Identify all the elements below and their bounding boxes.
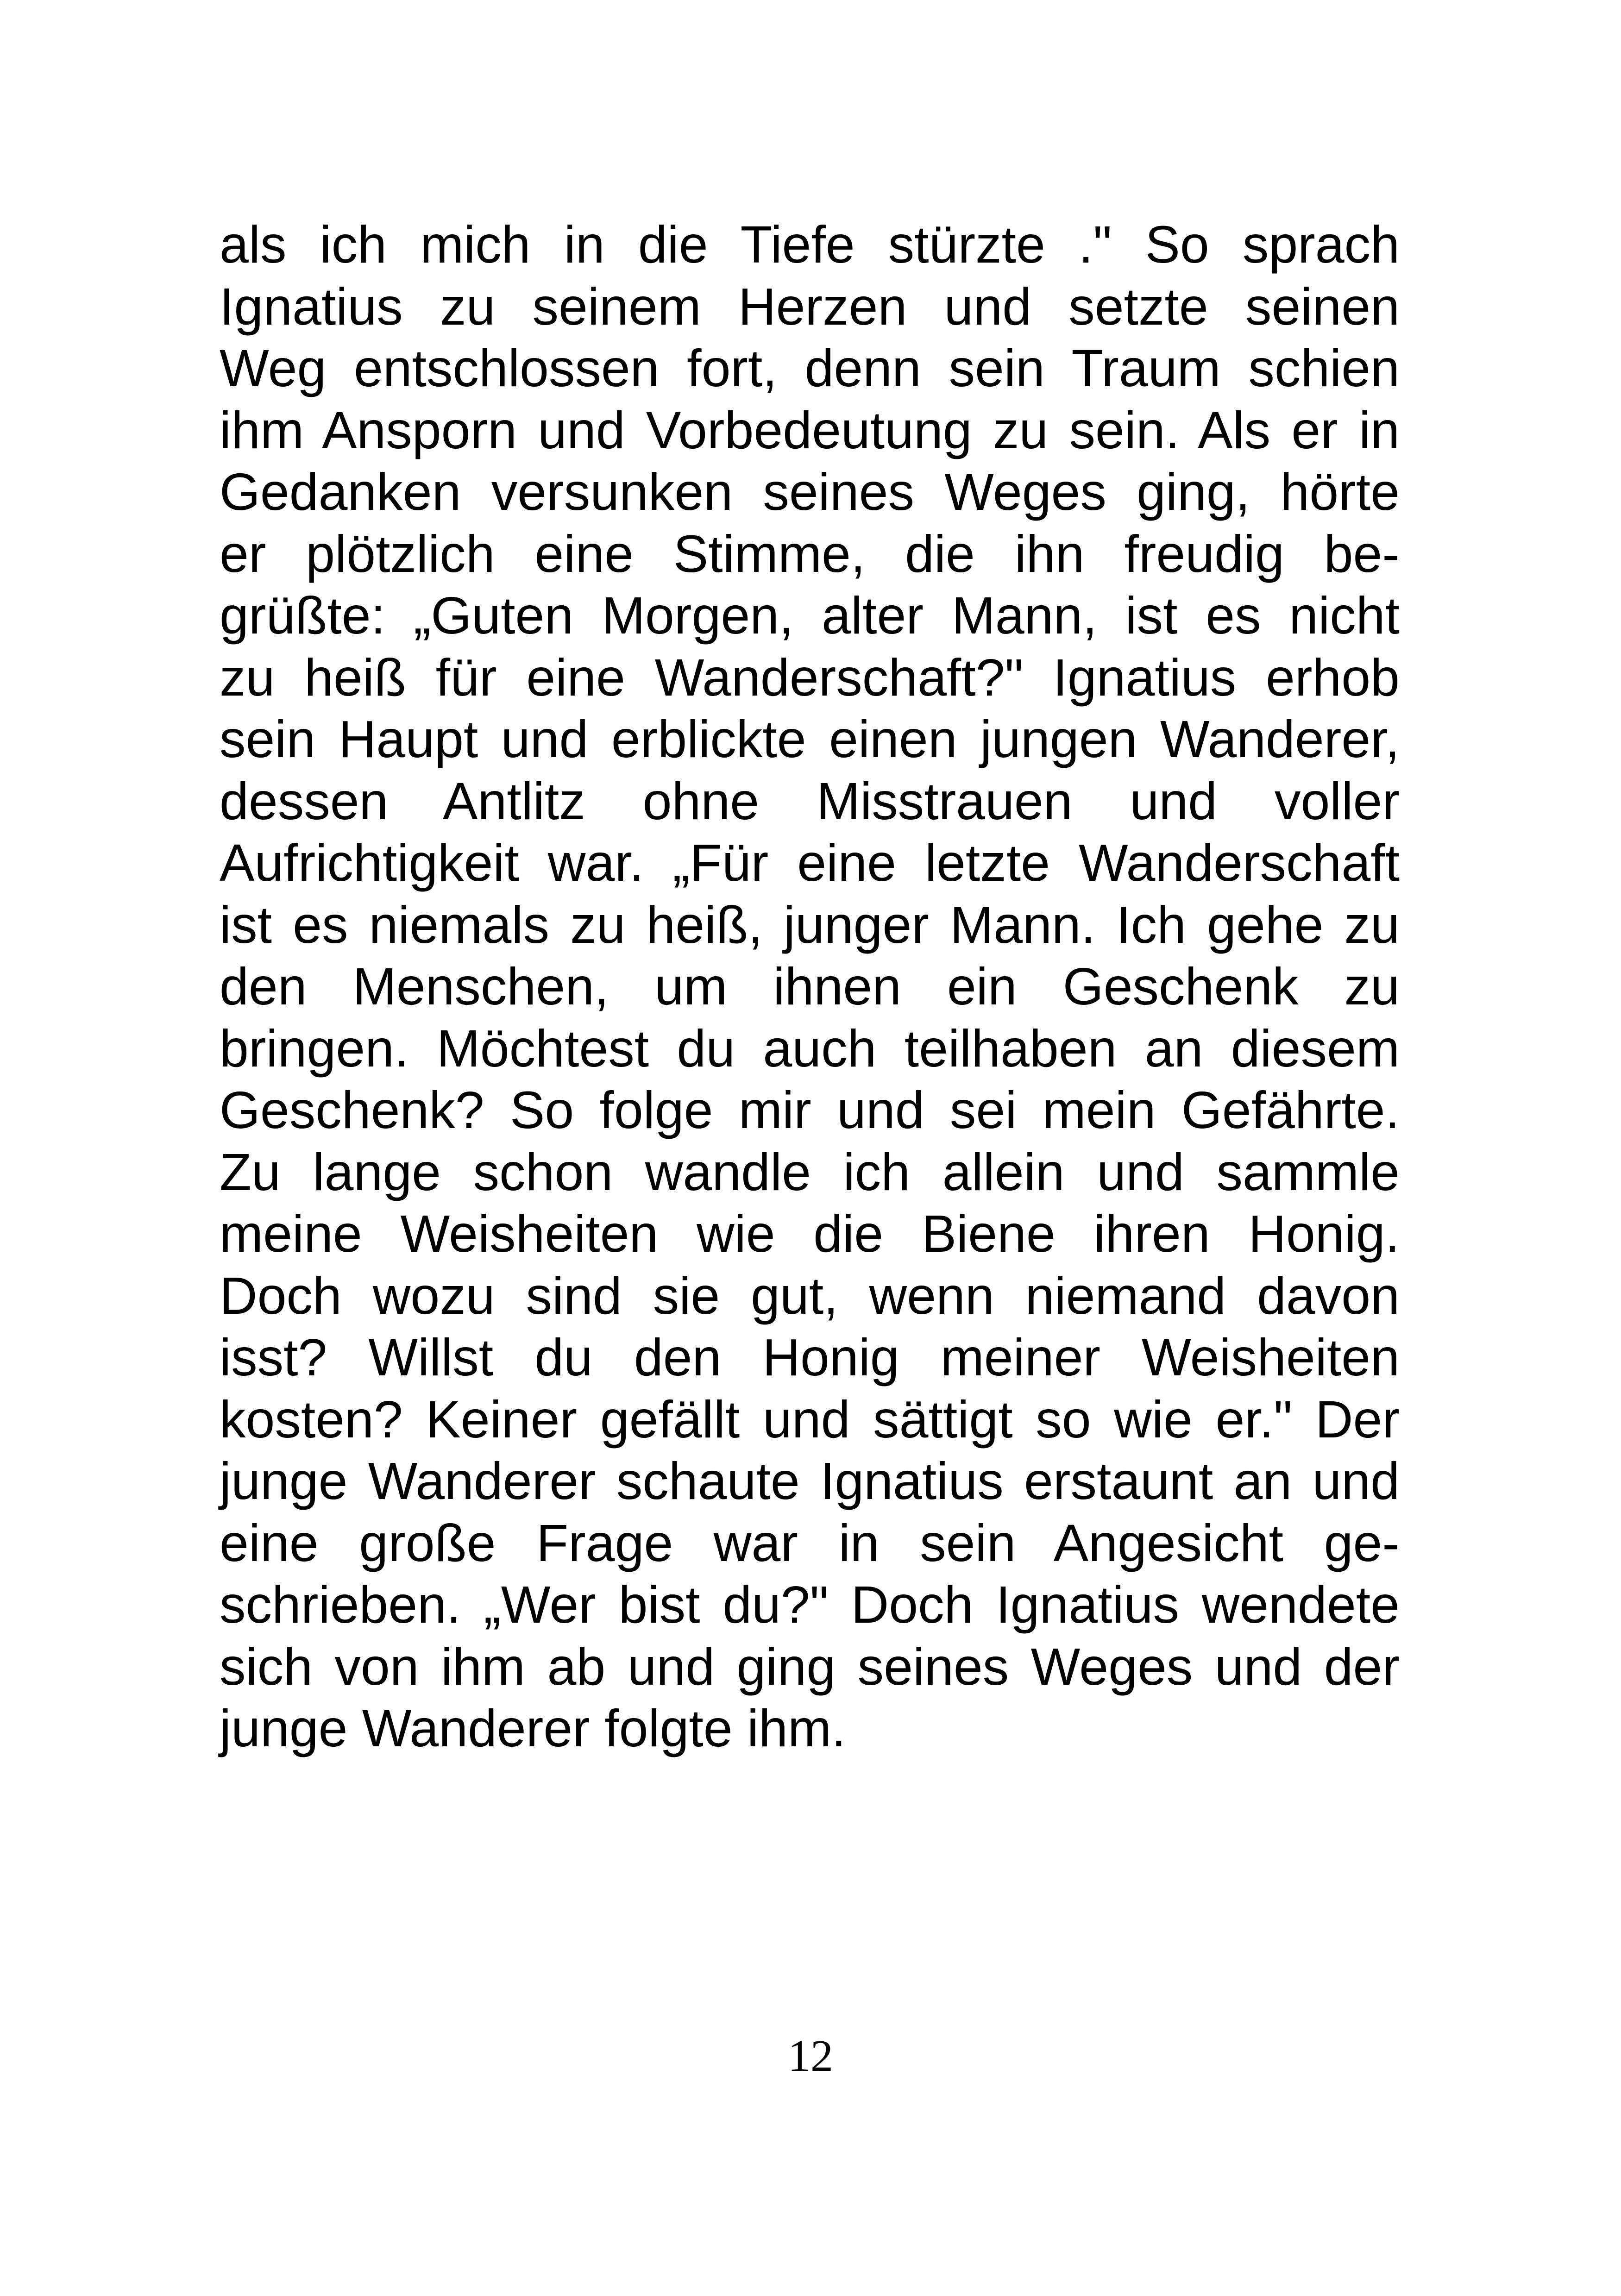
text-line: zu heiß für eine Wanderschaft?" Ignatius erhob [220, 648, 1400, 707]
text-line: ist es niemals zu heiß, junger Mann. Ich gehe zu [220, 895, 1400, 954]
text-line: schrieben. „Wer bist du?" Doch Ignatius wendete [220, 1575, 1400, 1634]
text-line: isst? Willst du den Honig meiner Weisheiten [220, 1328, 1400, 1386]
text-line: Geschenk? So folge mir und sei mein Gefährte. [220, 1081, 1400, 1139]
text-line: sein Haupt und erblickte einen jungen Wanderer, [220, 710, 1400, 768]
text-line: Gedanken versunken seines Weges ging, hörte [220, 463, 1400, 521]
body-text [220, 214, 1400, 1760]
text-line: Ignatius zu seinem Herzen und setzte seinen [220, 277, 1400, 336]
text-line: Aufrichtigkeit war. „Für eine letzte Wanderschaft [220, 834, 1400, 892]
text-line: meine Weisheiten wie die Biene ihren Honig. [220, 1204, 1400, 1263]
text-line: Doch wozu sind sie gut, wenn niemand davon [220, 1266, 1400, 1325]
text-line-last: junge Wanderer folgte ihm. [220, 1699, 846, 1757]
text-line: eine große Frage war in sein Angesicht ge- [220, 1513, 1400, 1572]
text-line: den Menschen, um ihnen ein Geschenk zu [220, 957, 1400, 1016]
text-line: Zu lange schon wandle ich allein und sammle [220, 1142, 1400, 1201]
text-line: als ich mich in die Tiefe stürzte ." So sprach [220, 215, 1400, 274]
page-number: 12 [788, 2031, 833, 2081]
text-line: er plötzlich eine Stimme, die ihn freudig be- [220, 524, 1400, 583]
text-line: dessen Antlitz ohne Misstrauen und voller [220, 772, 1400, 830]
text-line: grüßte: „Guten Morgen, alter Mann, ist es nicht [220, 586, 1400, 645]
text-line: ihm Ansporn und Vorbedeutung zu sein. Als er in [220, 401, 1400, 459]
text-line: kosten? Keiner gefällt und sättigt so wie er." Der [220, 1390, 1400, 1449]
text-line: junge Wanderer schaute Ignatius erstaunt an und [220, 1452, 1400, 1510]
text-line: bringen. Möchtest du auch teilhaben an diesem [220, 1019, 1400, 1078]
text-line: sich von ihm ab und ging seines Weges und der [220, 1637, 1400, 1696]
text-line: Weg entschlossen fort, denn sein Traum schien [220, 339, 1400, 397]
